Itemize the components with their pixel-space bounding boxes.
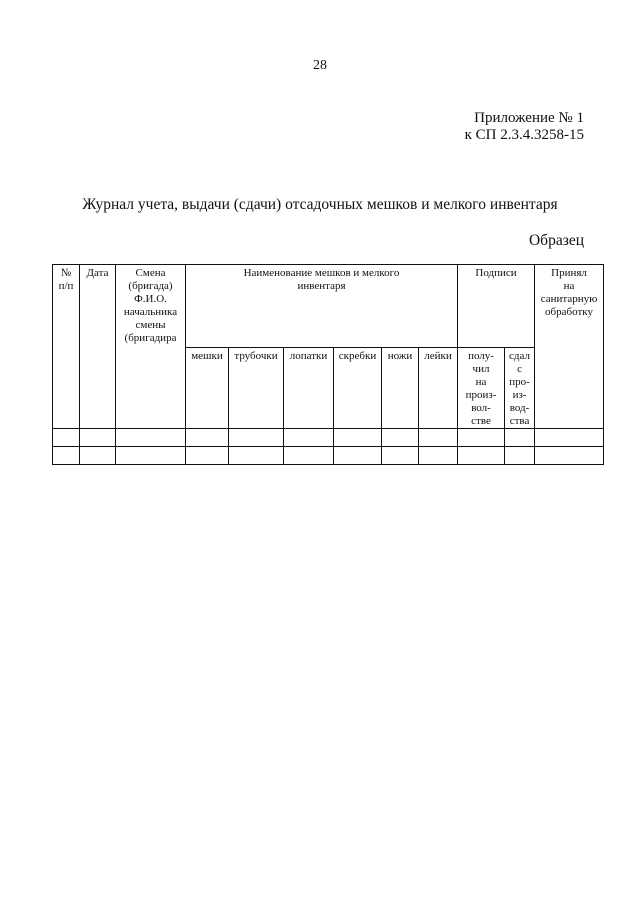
table-cell — [186, 447, 229, 465]
appendix-line-2: к СП 2.3.4.3258-15 — [464, 127, 584, 143]
header-date: Дата — [80, 265, 116, 429]
table-cell — [284, 429, 334, 447]
journal-table — [52, 264, 604, 465]
header-item-scrapers: скребки — [334, 348, 382, 429]
page-number: 28 — [313, 58, 327, 73]
table-row — [53, 447, 604, 465]
table-cell — [419, 429, 458, 447]
header-item-funnels: лейки — [419, 348, 458, 429]
header-signatures-group: Подписи — [458, 265, 535, 348]
header-item-bags: мешки — [186, 348, 229, 429]
header-items-group: Наименование мешков и мелкого инвентаря — [186, 265, 458, 348]
table-cell — [334, 429, 382, 447]
header-item-knives: ножи — [382, 348, 419, 429]
table-cell — [229, 429, 284, 447]
table-cell — [458, 447, 505, 465]
table-cell — [334, 447, 382, 465]
header-row-number: № п/п — [53, 265, 80, 429]
document-title: Журнал учета, выдачи (сдачи) отсадочных мешков и мелкого инвентаря — [82, 196, 558, 213]
appendix-line-1: Приложение № 1 — [474, 110, 584, 126]
table-cell — [284, 447, 334, 465]
appendix-reference — [465, 110, 584, 144]
table-row — [53, 429, 604, 447]
header-item-spatulas: лопатки — [284, 348, 334, 429]
table-cell — [229, 447, 284, 465]
table-cell — [80, 447, 116, 465]
table-cell — [116, 429, 186, 447]
table-cell — [458, 429, 505, 447]
table-cell — [505, 447, 535, 465]
header-sign-returned: сдал с про- из- вод- ства — [505, 348, 535, 429]
header-row-1 — [53, 265, 604, 348]
header-shift: Смена (бригада) Ф.И.О. начальника смены (бригадира — [116, 265, 186, 429]
sample-label: Образец — [528, 232, 584, 249]
table-cell — [382, 447, 419, 465]
table-cell — [53, 429, 80, 447]
header-item-tubes: трубочки — [229, 348, 284, 429]
table-cell — [419, 447, 458, 465]
table-cell — [535, 429, 604, 447]
header-sign-received: полу- чил на произ- вол- стве — [458, 348, 505, 429]
table-cell — [53, 447, 80, 465]
table-cell — [505, 429, 535, 447]
table-cell — [80, 429, 116, 447]
table-cell — [116, 447, 186, 465]
table-cell — [186, 429, 229, 447]
header-sanitary-acceptance: Принял на санитарную обработку — [535, 265, 604, 429]
table-cell — [382, 429, 419, 447]
table-cell — [535, 447, 604, 465]
